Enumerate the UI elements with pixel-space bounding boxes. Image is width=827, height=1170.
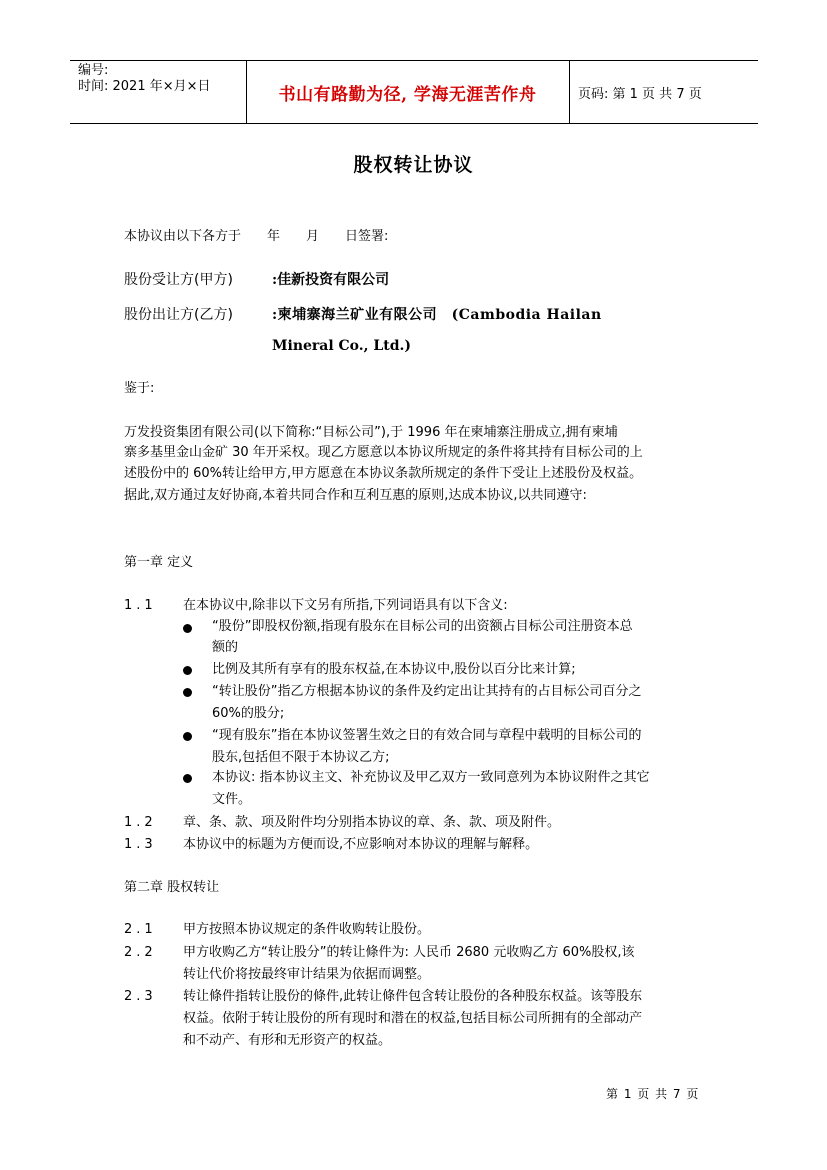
definition-line: “现有股东”指在本协议签署生效之日的有效合同与章程中载明的目标公司的 (212, 728, 642, 743)
clause-text: 和不动产、有形和无形资产的权益。 (183, 1033, 392, 1048)
party-a-label: 股份受让方(甲方) (124, 272, 233, 288)
whereas-line: 万发投资集团有限公司(以下简称:“目标公司”),于 1996 年在柬埔寨注册成立,拥有柬埔 (124, 425, 618, 440)
party-a (124, 271, 389, 289)
definition-line: 股东,包括但不限于本协议乙方; (212, 750, 390, 765)
bullet-icon (183, 774, 192, 783)
document-number: 编号: (78, 63, 109, 78)
clause-number: 1.3 (124, 837, 157, 852)
definition-line: “转让股份”指乙方根据本协议的条件及约定出让其持有的占目标公司百分之 (212, 684, 642, 699)
clause-number: 1.1 (124, 598, 157, 613)
clause-number: 2.3 (124, 989, 157, 1004)
page-footer: 第 1 页 共 7 页 (606, 1087, 700, 1101)
document-title: 股权转让协议 (353, 154, 474, 176)
bullet-icon (183, 732, 192, 741)
party-b-name-cont: Mineral Co., Ltd.) (272, 338, 411, 354)
chapter-1-heading: 第一章 定义 (124, 555, 194, 570)
intro-paragraph: 本协议由以下各方于 年 月 日签署: (124, 229, 389, 244)
clause-text: 转让條件指转让股份的條件,此转让條件包含转让股份的各种股东权益。该等股东 (183, 989, 643, 1004)
clause-number: 2.2 (124, 945, 157, 960)
header-page-info: 页码: 第 1 页 共 7 页 (578, 87, 702, 102)
definition-line: 文件。 (212, 792, 252, 807)
clause-text: 转让代价将按最终审计结果为依据而调整。 (183, 967, 431, 982)
header-divider (569, 61, 570, 123)
whereas-line: 述股份中的 60%转让给甲方,甲方愿意在本协议条款所规定的条件下受让上述股份及权益。 (124, 466, 643, 481)
party-a-name: :佳新投资有限公司 (272, 272, 390, 288)
whereas-line: 据此,双方通过友好协商,本着共同合作和互利互惠的原则,达成本协议,以共同遵守: (124, 488, 587, 503)
bullet-icon (183, 666, 192, 675)
header-meta (78, 63, 211, 95)
clause-text: 章、条、款、项及附件均分别指本协议的章、条、款、项及附件。 (183, 815, 561, 830)
whereas-line: 寨多基里金山金矿 30 年开采权。现乙方愿意以本协议所规定的条件将其持有目标公司的上 (124, 445, 643, 460)
clause-text: 本协议中的标题为方便而设,不应影响对本协议的理解与解释。 (183, 837, 539, 852)
bullet-icon (183, 624, 192, 633)
party-b (124, 306, 602, 324)
document-date: 时间: 2021 年×月×日 (78, 79, 211, 94)
clause-number: 2.1 (124, 922, 157, 937)
chapter-2-heading: 第二章 股权转让 (124, 880, 220, 895)
clause-text: 甲方按照本协议规定的条件收购转让股份。 (183, 922, 431, 937)
clause-text: 甲方收购乙方“转让股分”的转让條件为: 人民币 2680 元收购乙方 60%股权,该 (183, 945, 635, 960)
definition-line: “股份”即股权份额,指现有股东在目标公司的出资额占目标公司注册资本总 (212, 619, 633, 634)
definition-line: 比例及其所有享有的股东权益,在本协议中,股份以百分比来计算; (212, 662, 576, 677)
bullet-icon (183, 688, 192, 697)
header-motto: 书山有路勤为径, 学海无涯苦作舟 (278, 85, 537, 105)
definition-line: 本协议: 指本协议主文、补充协议及甲乙双方一致同意列为本协议附件之其它 (212, 770, 650, 785)
clause-text: 在本协议中,除非以下文另有所指,下列词语具有以下含义: (183, 598, 508, 613)
definition-line: 额的 (212, 640, 239, 655)
definition-line: 60%的股分; (212, 706, 285, 721)
party-b-name: :柬埔寨海兰矿业有限公司 (Cambodia Hailan (272, 307, 602, 323)
clause-number: 1.2 (124, 815, 157, 830)
whereas-label: 鉴于: (124, 381, 155, 396)
party-b-label: 股份出让方(乙方) (124, 307, 233, 323)
clause-text: 权益。依附于转让股份的所有现时和潜在的权益,包括目标公司所拥有的全部动产 (183, 1011, 643, 1026)
page-header (70, 60, 758, 124)
